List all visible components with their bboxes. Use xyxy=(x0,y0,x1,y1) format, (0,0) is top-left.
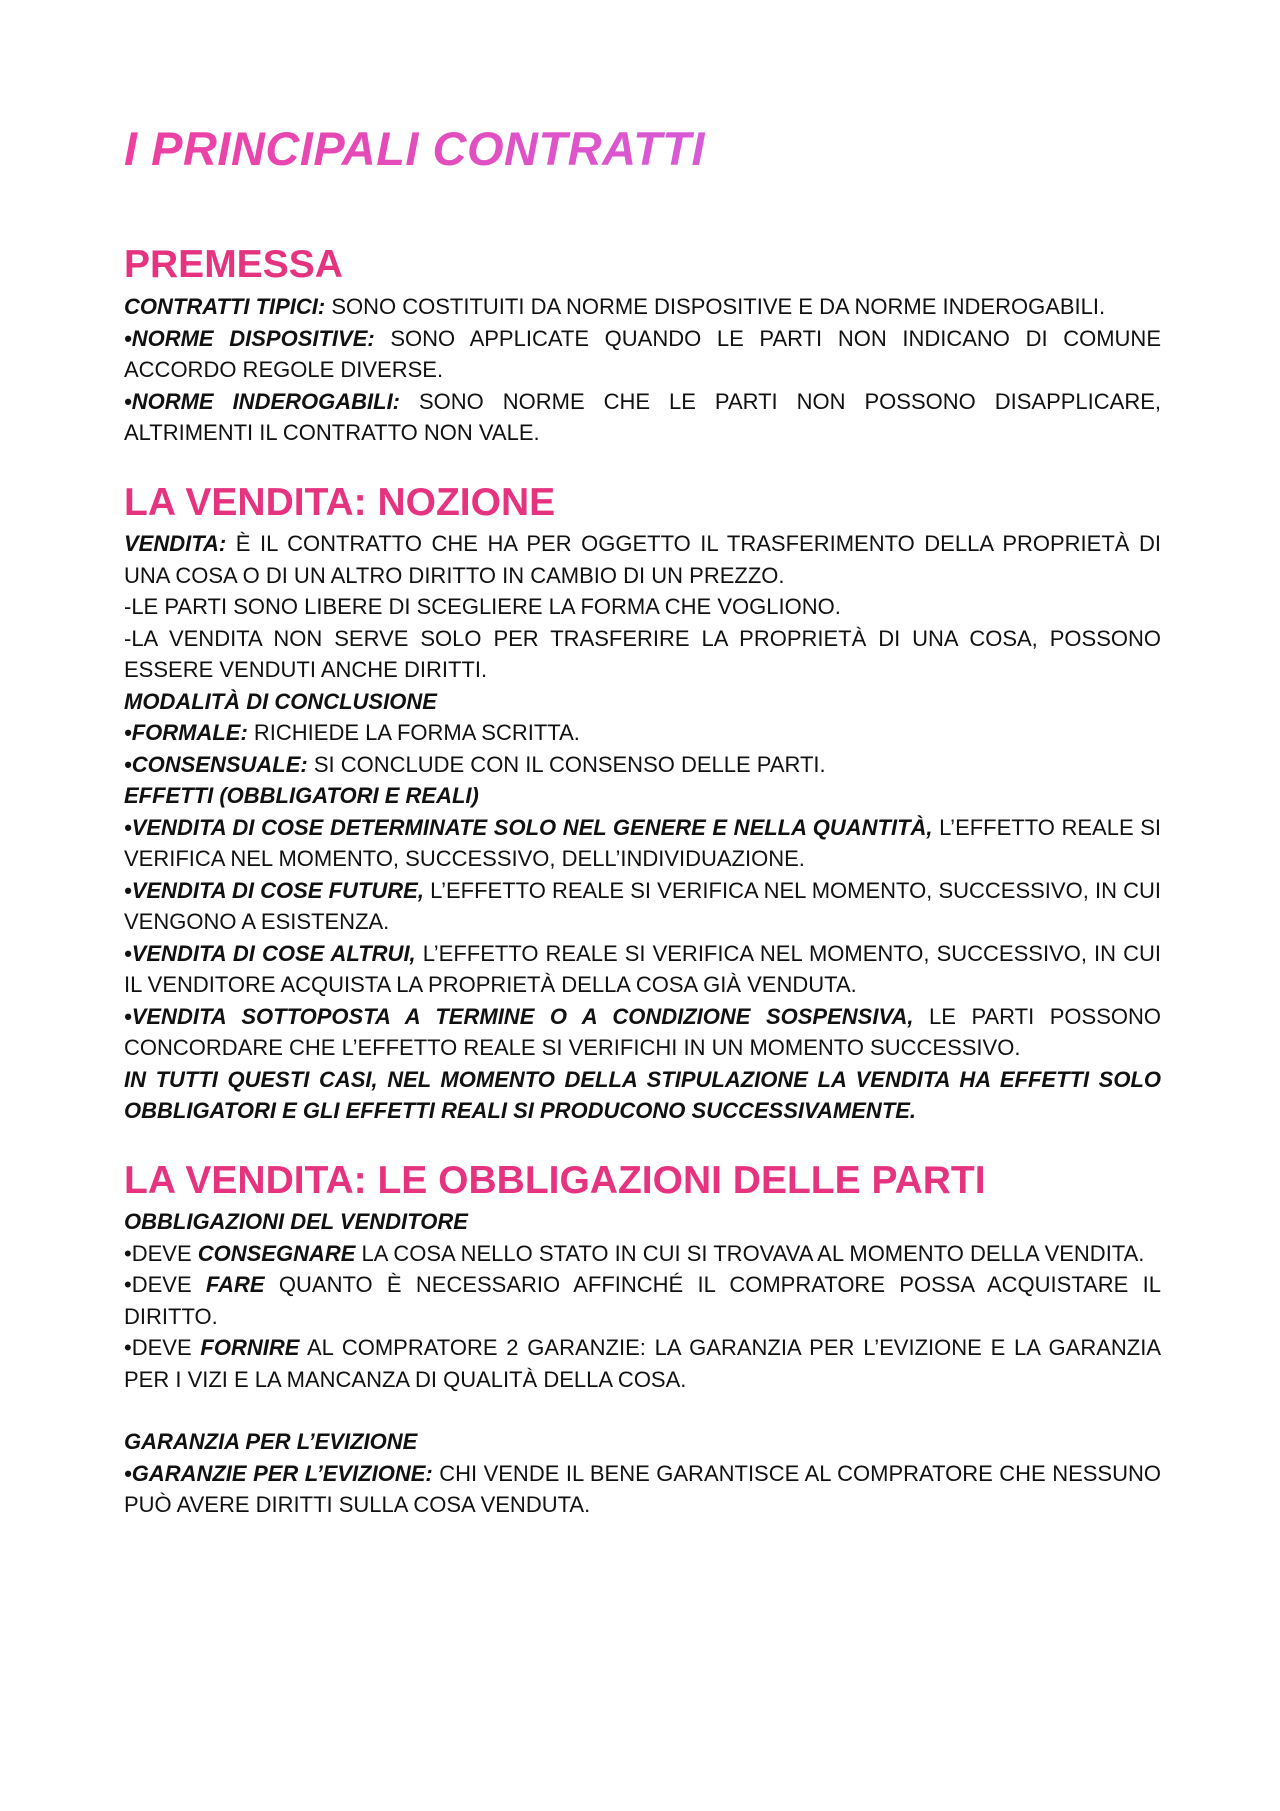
paragraph-conclusione: IN TUTTI QUESTI CASI, NEL MOMENTO DELLA STIPULAZIONE LA VENDITA HA EFFETTI SOLO OBBLIGATORI E GLI EFFETTI REALI SI PRODUCONO SUCCESSIVAMENTE. xyxy=(124,1066,1161,1124)
paragraph-norme-dispositive xyxy=(124,323,1161,386)
paragraph-norme-inderogabili xyxy=(124,386,1161,449)
term-fare: FARE xyxy=(205,1272,265,1298)
subheading-effetti: EFFETTI (OBBLIGATORI E REALI) xyxy=(124,783,479,809)
section-heading-nozione: LA VENDITA: NOZIONE xyxy=(124,480,556,524)
paragraph-fornire xyxy=(124,1332,1161,1395)
prefix-fornire: •DEVE xyxy=(124,1335,201,1361)
paragraph-garanzie-evizione xyxy=(124,1458,1161,1521)
page-title: I PRINCIPALI CONTRATTI xyxy=(124,124,1161,173)
term-garanzie-evizione: •GARANZIE PER L’EVIZIONE: xyxy=(124,1460,433,1486)
term-cose-future: •VENDITA DI COSE FUTURE, xyxy=(124,877,424,903)
subheading-modalita: MODALITÀ DI CONCLUSIONE xyxy=(124,688,437,714)
paragraph-consegnare xyxy=(124,1238,1161,1270)
text-norme-inderogabili: SONO NORME CHE LE PARTI NON POSSONO DISAPPLICARE, ALTRIMENTI IL CONTRATTO NON VALE. xyxy=(124,388,1162,446)
paragraph-vendita-definizione xyxy=(124,528,1161,591)
paragraph-contratti-tipici xyxy=(124,291,1161,323)
paragraph-cose-determinate xyxy=(124,812,1161,875)
text-condizione-sospensiva: LE PARTI POSSONO CONCORDARE CHE L’EFFETTO REALE SI VERIFICHI IN UN MOMENTO SUCCESSIVO. xyxy=(124,1003,1161,1061)
text-contratti-tipici: SONO COSTITUITI DA NORME DISPOSITIVE E DA NORME INDEROGABILI. xyxy=(325,294,1106,320)
prefix-fare: •DEVE xyxy=(124,1272,206,1298)
term-cose-determinate: •VENDITA DI COSE DETERMINATE SOLO NEL GENERE E NELLA QUANTITÀ, xyxy=(124,814,933,840)
term-contratti-tipici: CONTRATTI TIPICI: xyxy=(124,294,326,320)
paragraph-forma-libera: -LE PARTI SONO LIBERE DI SCEGLIERE LA FORMA CHE VOGLIONO. xyxy=(124,594,841,620)
text-vendita: È IL CONTRATTO CHE HA PER OGGETTO IL TRASFERIMENTO DELLA PROPRIETÀ DI UNA COSA O DI UN ALTRO DIRITTO IN CAMBIO DI UN PREZZO. xyxy=(124,531,1161,588)
text-formale: RICHIEDE LA FORMA SCRITTA. xyxy=(247,720,580,746)
term-formale: •FORMALE: xyxy=(124,720,248,746)
text-norme-dispositive: SONO APPLICATE QUANDO LE PARTI NON INDICANO DI COMUNE ACCORDO REGOLE DIVERSE. xyxy=(124,325,1161,383)
section-obbligazioni xyxy=(124,1159,1161,1521)
term-condizione-sospensiva: •VENDITA SOTTOPOSTA A TERMINE O A CONDIZIONE SOSPENSIVA, xyxy=(124,1003,914,1029)
subheading-garanzia-evizione: GARANZIA PER L’EVIZIONE xyxy=(124,1429,418,1455)
term-consegnare: CONSEGNARE xyxy=(197,1240,356,1266)
paragraph-cose-altrui xyxy=(124,938,1161,1001)
spacer xyxy=(124,1395,1161,1426)
text-consensuale: SI CONCLUDE CON IL CONSENSO DELLE PARTI. xyxy=(307,751,826,777)
section-vendita-nozione xyxy=(124,481,1161,1127)
term-cose-altrui: •VENDITA DI COSE ALTRUI, xyxy=(124,940,416,966)
paragraph-fare xyxy=(124,1269,1161,1332)
paragraph-vendita-diritti: -LA VENDITA NON SERVE SOLO PER TRASFERIRE LA PROPRIETÀ DI UNA COSA, POSSONO ESSERE VENDUTI ANCHE DIRITTI. xyxy=(124,625,1161,683)
section-premessa xyxy=(124,243,1161,448)
prefix-consegnare: •DEVE xyxy=(124,1240,198,1266)
text-fornire: AL COMPRATORE 2 GARANZIE: LA GARANZIA PER L’EVIZIONE E LA GARANZIA PER I VIZI E LA MANCANZA DI QUALITÀ DELLA COSA. xyxy=(124,1335,1161,1392)
term-vendita: VENDITA: xyxy=(124,531,227,557)
term-fornire: FORNIRE xyxy=(200,1335,300,1361)
paragraph-consensuale xyxy=(124,749,1161,781)
term-consensuale: •CONSENSUALE: xyxy=(124,751,308,777)
term-norme-inderogabili: •NORME INDEROGABILI: xyxy=(124,388,401,414)
term-norme-dispositive: •NORME DISPOSITIVE: xyxy=(124,325,375,351)
text-fare: QUANTO È NECESSARIO AFFINCHÉ IL COMPRATORE POSSA ACQUISTARE IL DIRITTO. xyxy=(124,1272,1162,1329)
text-consegnare: LA COSA NELLO STATO IN CUI SI TROVAVA AL MOMENTO DELLA VENDITA. xyxy=(355,1240,1145,1266)
text-cose-altrui: L’EFFETTO REALE SI VERIFICA NEL MOMENTO, SUCCESSIVO, IN CUI IL VENDITORE ACQUISTA LA PROPRIETÀ DELLA COSA GIÀ VENDUTA. xyxy=(124,940,1161,998)
text-cose-determinate: L’EFFETTO REALE SI VERIFICA NEL MOMENTO, SUCCESSIVO, DELL’INDIVIDUAZIONE. xyxy=(124,814,1161,872)
text-cose-future: L’EFFETTO REALE SI VERIFICA NEL MOMENTO, SUCCESSIVO, IN CUI VENGONO A ESISTENZA. xyxy=(124,877,1161,935)
subheading-obbligazioni-venditore: OBBLIGAZIONI DEL VENDITORE xyxy=(124,1209,468,1235)
paragraph-condizione-sospensiva xyxy=(124,1001,1161,1064)
paragraph-cose-future xyxy=(124,875,1161,938)
paragraph-formale xyxy=(124,717,1161,749)
section-heading-premessa: PREMESSA xyxy=(124,243,343,287)
text-garanzie-evizione: CHI VENDE IL BENE GARANTISCE AL COMPRATORE CHE NESSUNO PUÒ AVERE DIRITTI SULLA COSA VENDUTA. xyxy=(124,1460,1161,1518)
section-heading-obbligazioni: LA VENDITA: LE OBBLIGAZIONI DELLE PARTI xyxy=(124,1158,986,1202)
